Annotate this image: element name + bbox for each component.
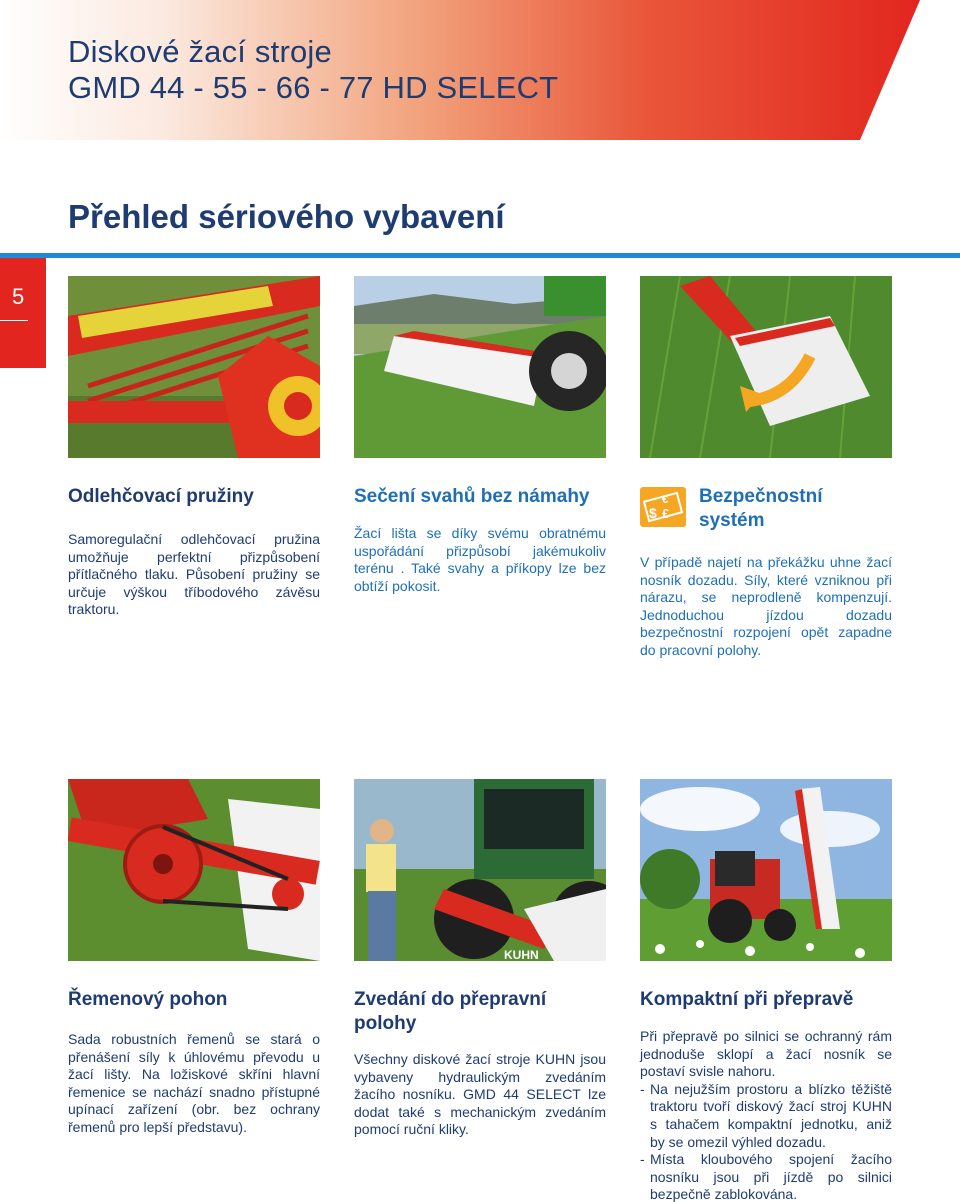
compact-bullet-1: - Na nejužším prostoru a blízko těžiště traktoru tvoří diskový žací stroj KUHN s tahačem kompaktní jednotku, aniž by se omezil výhled dozadu. xyxy=(640,1080,892,1150)
compact-bullet-2-text: Místa kloubového spojení žacího nosníku jsou při jízdě po silnici bezpečně zablokována. xyxy=(650,1151,892,1202)
feature-text-compact-transport xyxy=(640,1028,892,1202)
feature-title-compact-transport: Kompaktní při přepravě xyxy=(640,989,854,1010)
feature-text-transport-lift: Všechny diskové žací stroje KUHN jsou vybaveny hydraulickým zvedáním žacího nosníku. GMD 44 SELECT lze dodat také s mechanickým zvedáním pomocí ruční kliky. xyxy=(354,1051,606,1138)
pound-sign: £ xyxy=(662,506,670,521)
page-number-tab xyxy=(0,258,46,368)
photo-belt-drive xyxy=(68,779,320,961)
blue-divider xyxy=(0,253,960,258)
page-number-rule xyxy=(0,320,28,321)
section-title: Přehled sériového vybavení xyxy=(68,198,505,235)
photo-relief-springs xyxy=(68,276,320,458)
feature-title-lift-line-2: polohy xyxy=(354,1013,417,1034)
feature-text-slope-mowing: Žací lišta se díky svému obratnému uspořádání přizpůsobí jakémukoliv terénu . Také svahy a příkopy lze bez obtíží pokosit. xyxy=(354,525,606,594)
document-title xyxy=(68,34,558,106)
feature-title-safety-line-1: Bezpečnostní xyxy=(699,486,823,507)
feature-title-safety-line-2: systém xyxy=(699,510,765,531)
euro-sign: € xyxy=(662,494,669,506)
photo-transport-lift xyxy=(354,779,606,961)
feature-title-relief-springs: Odlehčovací pružiny xyxy=(68,486,254,507)
photo-compact-transport xyxy=(640,779,892,961)
page-number: 5 xyxy=(12,284,25,309)
money-symbols-icon xyxy=(640,487,686,527)
feature-title-safety-system xyxy=(699,485,889,533)
photo-safety-breakaway xyxy=(640,276,892,458)
photo-slope-mowing xyxy=(354,276,606,458)
feature-text-belt-drive: Sada robustních řemenů se stará o přenášení síly k úhlovému převodu u žací lišty. Na ložiskové skříni hlavní řemenice se nachází snadno přístupné upínací zařízení (obr. bez ochrany řemenů pro lepší představu). xyxy=(68,1031,320,1135)
kuhn-logo: KUHN xyxy=(504,948,539,961)
compact-bullet-2: - Místa kloubového spojení žacího nosníku jsou při jízdě po silnici bezpečně zablokována. xyxy=(640,1151,892,1202)
feature-title-lift-line-1: Zvedání do přepravní xyxy=(354,989,547,1010)
compact-intro: Při přepravě po silnici se ochranný rám jednoduše sklopí a žací nosník se postaví svisle nahoru. xyxy=(640,1028,892,1080)
feature-text-safety-system: V případě najetí na překážku uhne žací nosník dozadu. Síly, které vzniknou při nárazu, se neprodleně kompenzují. Jednoduchou jízdou dozadu bezpečnostní rozpojení opět zapadne do pracovní polohy. xyxy=(640,554,892,658)
title-line-1: Diskové žací stroje xyxy=(68,34,332,69)
dollar-sign: $ xyxy=(649,505,657,521)
feature-title-belt-drive: Řemenový pohon xyxy=(68,989,228,1010)
compact-bullet-1-text: Na nejužším prostoru a blízko těžiště traktoru tvoří diskový žací stroj KUHN s tahačem kompaktní jednotku, aniž by se omezil výhled dozadu. xyxy=(650,1080,892,1150)
feature-title-transport-lift xyxy=(354,988,606,1036)
feature-title-slope-mowing: Sečení svahů bez námahy xyxy=(354,486,590,507)
title-line-2: GMD 44 - 55 - 66 - 77 HD SELECT xyxy=(68,70,559,105)
feature-text-relief-springs: Samoregulační odlehčovací pružina umožňuje perfektní přizpůsobení přítlačného tlaku. Působení pružiny se určuje výškou tříbodového závěsu traktoru. xyxy=(68,531,320,618)
